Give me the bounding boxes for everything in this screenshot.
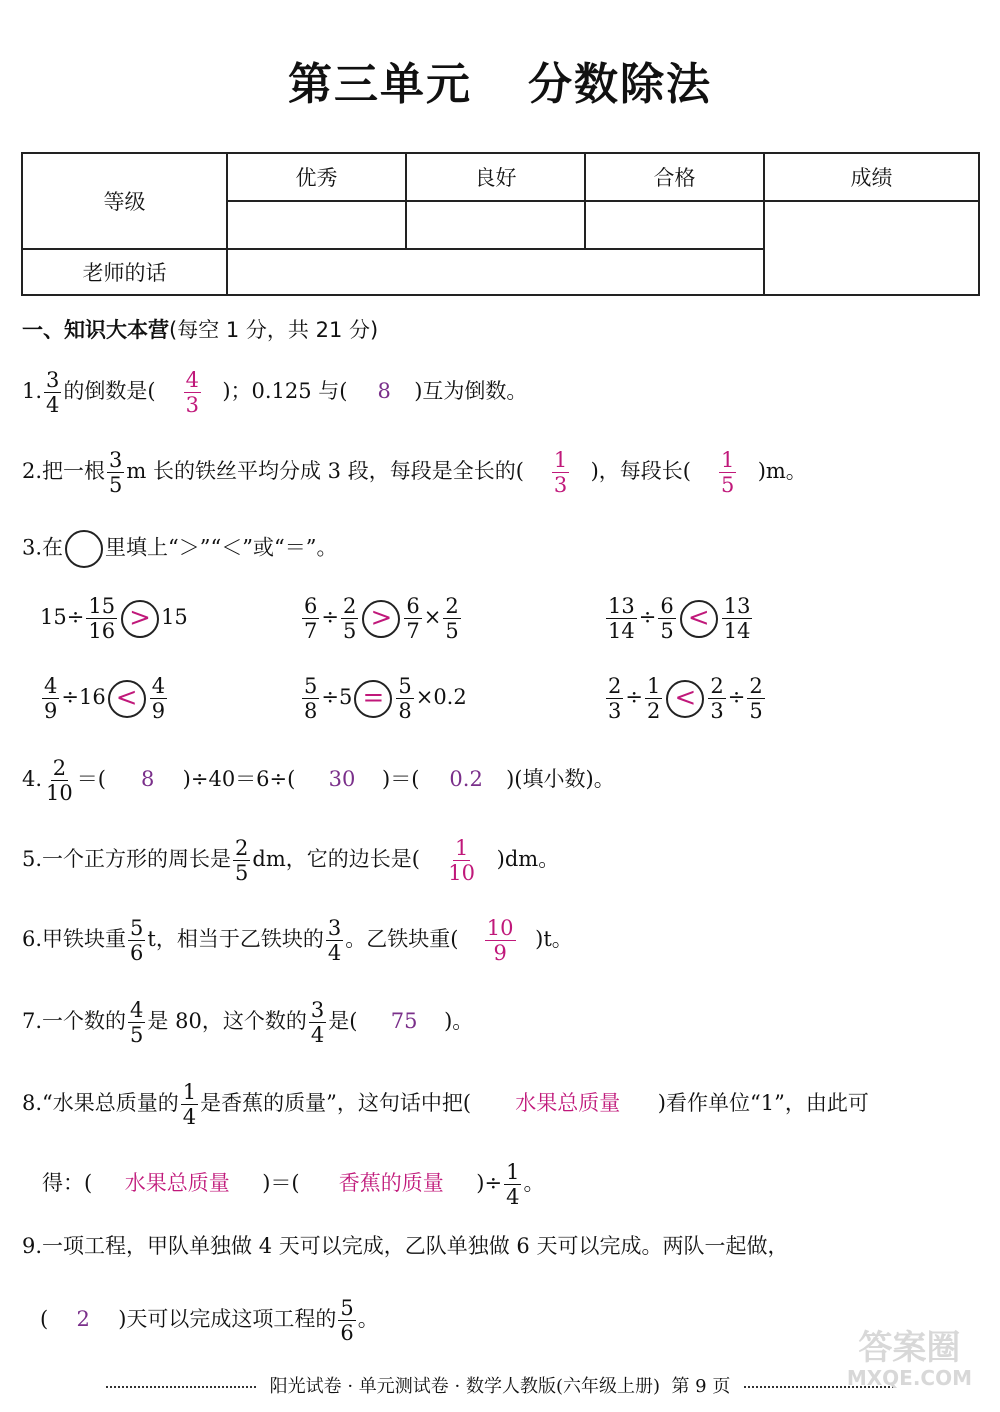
col-good: 良好 (406, 153, 585, 201)
answer-2a: $\frac{1}{3}$ (553, 448, 568, 498)
teacher-comment[interactable] (227, 249, 764, 295)
question-3: 3.在 里填上“＞”“＜”或“＝”。 (22, 530, 337, 568)
question-9-line2: ( 2 )天可以完成这项工程的 $\frac{5}{6}$ 。 (40, 1296, 379, 1346)
footer-text: 阳光试卷 · 单元测试卷 · 数学人教版(六年级上册) (269, 1376, 660, 1397)
question-4: 4. $\frac{2}{10}$ ＝( 8 )÷40＝6÷( 30 )＝( 0.2 )(填小数)。 (22, 756, 615, 806)
answer-8a: 水果总质量 (515, 1091, 621, 1116)
compare-answer: < (666, 680, 704, 718)
question-8-line2: 得：( 水果总质量 )＝( 香蕉的质量 )÷ $\frac{1}{4}$ 。 (42, 1160, 545, 1210)
answer-1b: 8 (377, 379, 391, 404)
question-6: 6.甲铁块重 $\frac{5}{6}$ t，相当于乙铁块的 $\frac{3}{4}$ 。乙铁块重( $\frac{10}{9}$ )t。 (22, 916, 573, 966)
answer-4a: 8 (140, 767, 155, 792)
answer-6: $\frac{10}{9}$ (486, 916, 514, 966)
answer-9: 2 (76, 1307, 90, 1332)
answer-7: 75 (390, 1009, 418, 1034)
answer-2b: $\frac{1}{5}$ (721, 448, 735, 498)
answer-1a: $\frac{4}{3}$ (185, 368, 199, 418)
page-title (0, 48, 1000, 112)
cell-good[interactable] (406, 201, 585, 249)
compare-answer: = (354, 680, 392, 718)
question-1: 1. $\frac{3}{4}$ 的倒数是( $\frac{4}{3}$ )；0.125 与( 8 )互为倒数。 (22, 368, 528, 418)
col-score: 成绩 (764, 153, 979, 201)
answer-8c: 香蕉的质量 (338, 1171, 444, 1196)
compare-1: 15÷ $\frac{15}{16}$ > 15 (40, 594, 188, 644)
title-unit: 第三单元 (288, 59, 472, 110)
answer-4c: 0.2 (449, 767, 483, 792)
title-topic: 分数除法 (528, 59, 712, 110)
section-note: (每空 1 分，共 21 分) (169, 318, 379, 342)
compare-answer: > (362, 600, 400, 638)
question-5: 5.一个正方形的周长是 $\frac{2}{5}$ dm，它的边长是( $\frac{1}{10}$ )dm。 (22, 836, 560, 886)
page-number: 第 9 页 (671, 1376, 731, 1397)
answer-8b: 水果总质量 (124, 1171, 230, 1196)
compare-answer: > (121, 600, 159, 638)
teacher-label: 老师的话 (22, 249, 227, 295)
compare-2: $\frac{6}{7}$ ÷ $\frac{2}{5}$ > $\frac{6}{7}$ × $\frac{2}{5}$ (304, 594, 459, 644)
question-8: 8.“水果总质量的 $\frac{1}{4}$ 是香蕉的质量”，这句话中把( 水果总质量 )看作单位“1”，由此可 (22, 1080, 869, 1130)
fraction: $\frac{3}{4}$ (46, 368, 60, 418)
question-7: 7.一个数的 $\frac{4}{5}$ 是 80，这个数的 $\frac{3}{4}$ 是( 75 )。 (22, 998, 474, 1048)
answer-5: $\frac{1}{10}$ (448, 836, 476, 886)
col-pass: 合格 (585, 153, 764, 201)
answer-4b: 30 (328, 767, 356, 792)
cell-excellent[interactable] (227, 201, 406, 249)
cell-pass[interactable] (585, 201, 764, 249)
watermark-logo: 答案圈 MXQE.COM (846, 1328, 972, 1391)
question-9: 9.一项工程，甲队单独做 4 天可以完成，乙队单独做 6 天可以完成。两队一起做， (22, 1234, 789, 1258)
compare-answer: < (680, 600, 718, 638)
grade-label: 等级 (22, 153, 227, 249)
circle-icon (65, 530, 103, 568)
cell-score[interactable] (764, 201, 979, 295)
compare-6: $\frac{2}{3}$ ÷ $\frac{1}{2}$ < $\frac{2}{3}$ ÷ $\frac{2}{5}$ (608, 674, 763, 724)
col-excellent: 优秀 (227, 153, 406, 201)
compare-4: $\frac{4}{9}$ ÷16 < $\frac{4}{9}$ (44, 674, 166, 724)
grade-table (21, 152, 980, 296)
section-heading (22, 314, 378, 344)
compare-3: $\frac{13}{14}$ ÷ $\frac{6}{5}$ < $\frac{13}{14}$ (608, 594, 751, 644)
compare-5: $\frac{5}{8}$ ÷5 = $\frac{5}{8}$ ×0.2 (304, 674, 467, 724)
section-title: 一、知识大本营 (22, 318, 169, 342)
compare-answer: < (108, 680, 146, 718)
question-2: 2.把一根 $\frac{3}{5}$ m 长的铁丝平均分成 3 段，每段是全长的( $\frac{1}{3}$ )，每段长( $\frac{1}{5}$ )m。 (22, 448, 807, 498)
